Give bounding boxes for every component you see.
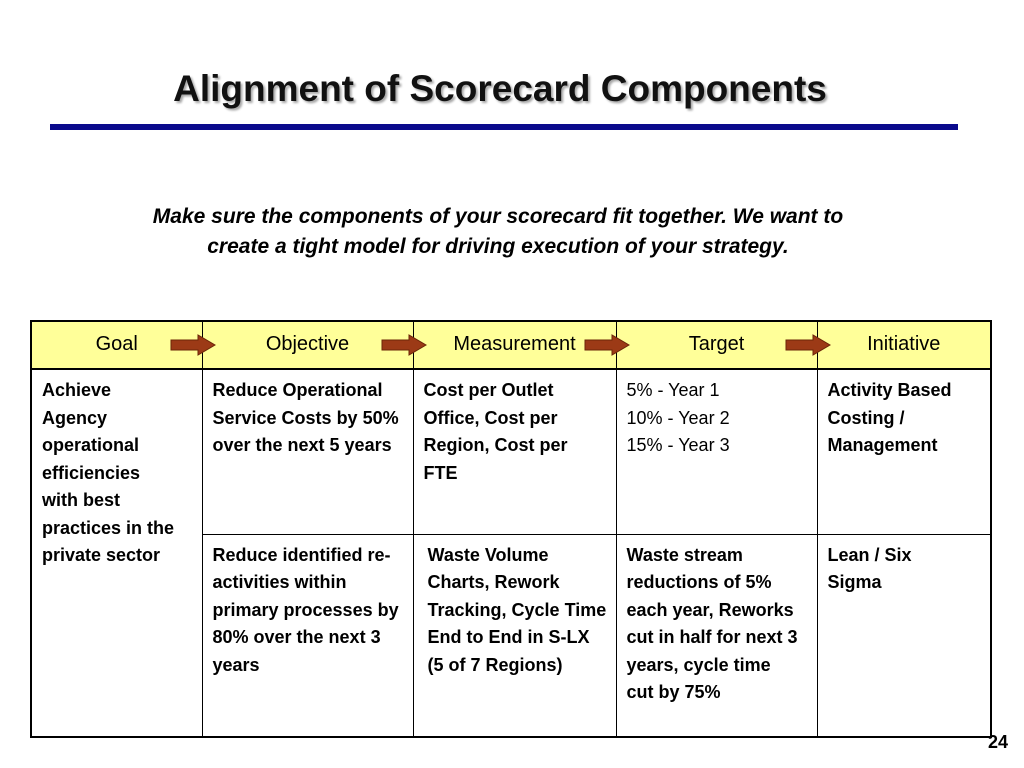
goal-cell (31, 369, 202, 737)
measurement-cell (413, 369, 616, 534)
target-cell (616, 369, 817, 534)
measurement-text: Waste Volume Charts, Rework Tracking, Cycle Time End to End in S-LX (5 of 7 Regions) (427, 544, 607, 675)
measurement-text: Cost per Outlet Office, Cost per Region, Cost per FTE (423, 380, 568, 483)
header-initiative-label: Initiative (867, 333, 941, 356)
header-measurement-label: Measurement (453, 333, 576, 356)
objective-cell (202, 369, 413, 534)
header-row (31, 321, 991, 369)
title-underline (50, 124, 958, 130)
header-initiative (817, 321, 991, 369)
right-arrow-icon (785, 334, 831, 356)
header-target (616, 321, 817, 369)
initiative-cell (817, 369, 991, 534)
scorecard-table (30, 320, 992, 738)
slide-title: Alignment of Scorecard Components (173, 68, 827, 109)
header-measurement (413, 321, 616, 369)
right-arrow-icon (584, 334, 630, 356)
measurement-cell (413, 534, 616, 737)
right-arrow-icon (170, 334, 216, 356)
objective-cell (202, 534, 413, 737)
subtitle-line-2: create a tight model for driving execution of your strategy. (207, 235, 789, 258)
goal-text: Achieve Agency operational efficiencies with best practices in the private sector (42, 380, 175, 565)
table-row (31, 369, 991, 534)
subtitle-line-1: Make sure the components of your scorecard fit together. We want to (152, 205, 844, 228)
target-text: Waste stream reductions of 5% each year, Reworks cut in half for next 3 years, cycle time cut by 75% (626, 544, 798, 702)
objective-text: Reduce identified re-activities within primary processes by 80% over the next 3 years (212, 544, 399, 675)
target-item: 10% - Year 2 (626, 407, 730, 428)
header-target-label: Target (688, 333, 745, 356)
header-goal-label: Goal (95, 333, 138, 356)
initiative-text: Activity Based Costing / Management (827, 380, 952, 455)
slide-subtitle (40, 202, 956, 262)
objective-text: Reduce Operational Service Costs by 50% over the next 5 years (212, 380, 399, 455)
header-goal (31, 321, 202, 369)
target-item: 5% - Year 1 (626, 380, 720, 400)
right-arrow-icon (381, 334, 427, 356)
header-objective (202, 321, 413, 369)
target-cell (616, 534, 817, 737)
target-list (617, 370, 817, 460)
page-number: 24 (987, 732, 1008, 752)
initiative-text: Lean / Six Sigma (827, 544, 912, 592)
initiative-cell (817, 534, 991, 737)
header-objective-label: Objective (265, 333, 350, 356)
target-item: 15% - Year 3 (626, 435, 730, 455)
